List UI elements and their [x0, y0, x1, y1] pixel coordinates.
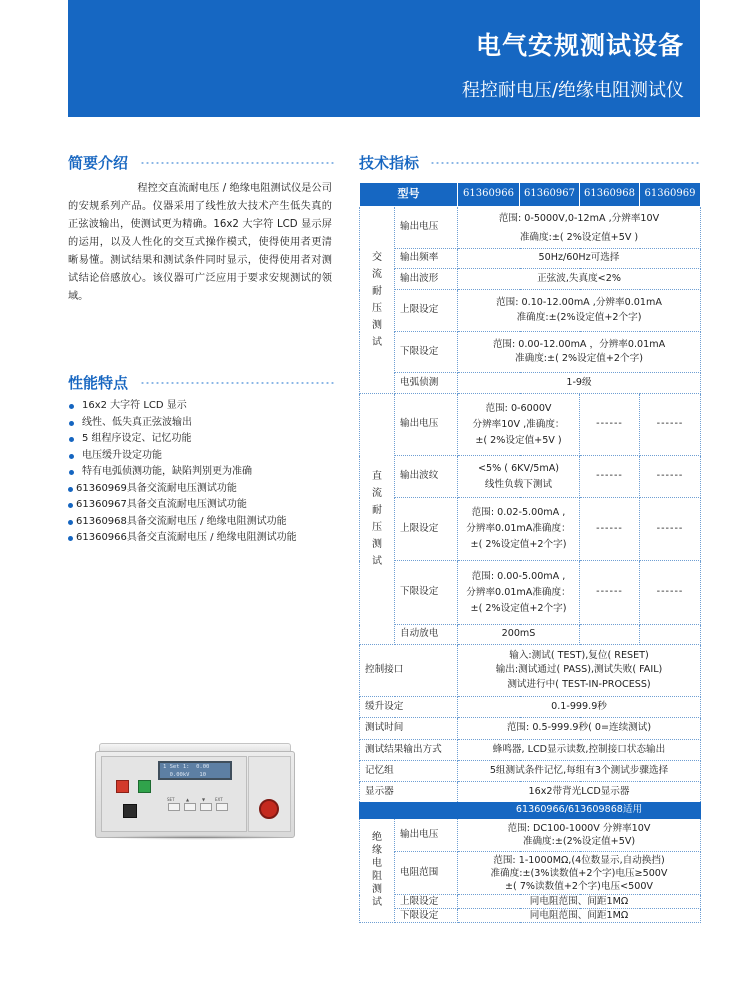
model-col: 61360969 [640, 183, 701, 207]
table-cell-line: 范围: 1-1000MΩ,(4位数显示,自动换挡) [493, 854, 665, 866]
table-cell-line: 准确度:±( 2%设定值+5V ) [519, 231, 639, 243]
ir-group-label [360, 819, 395, 923]
key-icon [168, 803, 180, 811]
table-row [360, 803, 701, 819]
table-row [360, 645, 701, 697]
table-cell [458, 852, 701, 895]
table-cell-line: 范围: 0.10-12.00mA ,分辨率0.01mA [496, 297, 662, 308]
model-col: 61360967 [520, 183, 580, 207]
list-item: 61360967具备交直流耐电压测试功能 [68, 497, 338, 514]
table-cell-line: 准确度:±( 2%设定值+2个字) [515, 353, 643, 364]
table-cell: 16x2带背光LCD显示器 [458, 782, 701, 803]
features-list [68, 398, 338, 547]
key-label: ▼ [202, 797, 206, 802]
key-icon [216, 803, 228, 811]
table-cell-line: 分辨率10V ,准确度： [472, 418, 565, 430]
table-cell: 200mS [458, 625, 580, 645]
table-cell-line: 范围: 0.02-5.00mA , [471, 507, 566, 518]
table-row [360, 269, 701, 290]
key-icon [184, 803, 196, 811]
table-cell-line: ±( 2%设定值+2个字) [470, 602, 567, 614]
table-cell: 同电阻范围、间距1MΩ [458, 909, 701, 923]
table-row [360, 782, 701, 803]
banner-subtitle: 程控耐电压/绝缘电阻测试仪 [461, 80, 684, 101]
table-row [360, 332, 701, 373]
table-row [360, 561, 701, 625]
banner-title: 电气安规测试设备 [475, 31, 684, 60]
table-cell-line: ±( 2%设定值+2个字) [470, 539, 567, 550]
list-item: 电压缓升设定功能 [68, 448, 338, 465]
not-applicable: ------ [656, 418, 684, 430]
row-label: 控制接口 [360, 645, 458, 697]
model-col: 61360968 [580, 183, 640, 207]
device-shadow [101, 835, 291, 840]
table-cell: 5组测试条件记忆,每组有3个测试步骤选择 [458, 761, 701, 782]
table-cell [640, 561, 701, 625]
table-row [360, 895, 701, 909]
table-row [360, 498, 701, 561]
table-cell [640, 394, 701, 456]
row-label: 上限设定 [395, 895, 458, 909]
reset-button-icon [116, 780, 129, 793]
table-cell [360, 803, 458, 819]
row-label: 输出波形 [395, 269, 458, 290]
table-cell: 1-9级 [458, 373, 701, 394]
table-cell: 同电阻范围、间距1MΩ [458, 895, 701, 909]
features-heading: 性能特点 [68, 374, 129, 392]
header-banner [68, 0, 700, 117]
row-label: 显示器 [360, 782, 458, 803]
row-label: 测试结果输出方式 [360, 740, 458, 761]
table-cell: 正弦波,失真度<2% [458, 269, 701, 290]
row-label: 输出波纹 [395, 456, 458, 498]
table-row [360, 740, 701, 761]
device-output-panel [248, 756, 291, 832]
not-applicable: ------ [656, 522, 684, 534]
row-label: 输出频率 [395, 249, 458, 269]
table-cell: 蜂鸣器, LCD显示读数,控制接口状态输出 [458, 740, 701, 761]
table-cell-line: 分辨率0.01mA准确度： [466, 586, 571, 598]
table-cell-line: ±( 7%读数值+2个字)电压<500V [504, 880, 653, 892]
table-cell: 0.1-999.9秒 [458, 697, 701, 718]
row-label: 下限设定 [395, 561, 458, 625]
key-icon [200, 803, 212, 811]
output-terminal-icon [259, 799, 279, 819]
list-item: 线性、低失真正弦波输出 [68, 415, 338, 432]
spec-heading: 技术指标 [359, 154, 420, 172]
table-cell [458, 290, 701, 332]
model-header: 型号 [360, 183, 458, 207]
table-cell-line: 准确度:±(2%设定值+5V) [522, 836, 636, 847]
features-heading-rule [140, 382, 335, 384]
table-cell-line: 范围: 0.00-12.00mA ，分辨率0.01mA [492, 338, 666, 350]
table-row [360, 207, 701, 249]
table-cell-line: 范围: 0-6000V [485, 402, 552, 414]
table-cell-line: 线性负载下测试 [484, 478, 553, 490]
row-label: 输出电压 [395, 819, 458, 852]
table-cell [580, 625, 640, 645]
lcd-line-1: 1 Set 1: 0.00 [163, 764, 210, 770]
key-label: EXT [215, 797, 223, 802]
table-cell-line: ±( 2%设定值+5V ) [475, 434, 562, 446]
table-cell [580, 456, 640, 498]
lcd-line-2: 0.00kV 10 [163, 772, 207, 778]
list-item: 61360968具备交流耐电压 / 绝缘电阻测试功能 [68, 514, 338, 531]
table-row [360, 852, 701, 895]
table-row [360, 625, 701, 645]
list-item: 5 组程序设定、记忆功能 [68, 431, 338, 448]
ac-group-text: 交流耐压测试 [372, 252, 382, 348]
table-cell-line: 范围: 0-5000V,0-12mA ,分辨率10V [498, 212, 660, 224]
table-row [360, 761, 701, 782]
device-lcd [158, 761, 232, 780]
ir-applicable-band: 61360966/613609868适用 [458, 803, 701, 819]
table-cell [458, 394, 580, 456]
intro-heading: 简要介绍 [68, 154, 129, 172]
table-cell [640, 456, 701, 498]
row-label: 输出电压 [395, 207, 458, 249]
table-row [360, 373, 701, 394]
row-label: 上限设定 [395, 498, 458, 561]
not-applicable: ------ [596, 418, 623, 430]
spec-table [359, 182, 701, 923]
table-row [360, 456, 701, 498]
not-applicable: ------ [656, 470, 684, 482]
list-item: 16x2 大字符 LCD 显示 [68, 398, 338, 415]
list-item: 特有电弧侦测功能，缺陷判别更为准确 [68, 464, 338, 481]
row-label: 上限设定 [395, 290, 458, 332]
table-cell [458, 456, 580, 498]
list-item: 61360966具备交直流耐电压 / 绝缘电阻测试功能 [68, 530, 338, 547]
row-label: 下限设定 [395, 909, 458, 923]
table-cell [580, 394, 640, 456]
spec-heading-rule [430, 162, 700, 164]
ac-output-voltage [458, 207, 701, 249]
table-cell: 50Hz/60Hz可选择 [458, 249, 701, 269]
device-photo [95, 743, 295, 839]
table-cell [640, 625, 701, 645]
not-applicable: ------ [596, 522, 623, 534]
table-cell-line: 输入:测试( TEST),复位( RESET) [509, 649, 649, 661]
not-applicable: ------ [596, 586, 623, 598]
table-cell-line: 准确度:±(3%读数值+2个字)电压≥500V [490, 867, 668, 879]
key-label: ▲ [186, 797, 190, 802]
table-cell [458, 498, 580, 561]
power-switch-icon [123, 804, 137, 818]
table-cell-line: <5% ( 6KV/5mA) [477, 462, 560, 474]
row-label: 电阻范围 [395, 852, 458, 895]
table-cell [458, 645, 701, 697]
table-cell [580, 561, 640, 625]
table-cell-line: 范围: 0.00-5.00mA , [471, 570, 566, 582]
table-cell [580, 498, 640, 561]
row-label: 自动放电 [395, 625, 458, 645]
table-cell [458, 332, 701, 373]
table-cell-line: 范围: DC100-1000V 分辨率10V [507, 823, 651, 834]
row-label: 下限设定 [395, 332, 458, 373]
row-label: 输出电压 [395, 394, 458, 456]
row-label: 缓升设定 [360, 697, 458, 718]
test-button-icon [138, 780, 151, 793]
dc-group-label [360, 394, 395, 645]
not-applicable: ------ [656, 586, 684, 598]
table-cell-line: 分辨率0.01mA准确度： [466, 523, 571, 534]
table-row [360, 249, 701, 269]
table-row [360, 909, 701, 923]
table-cell-line: 测试进行中( TEST-IN-PROCESS) [507, 678, 651, 690]
table-cell-line: 输出:测试通过( PASS),测试失败( FAIL) [495, 664, 663, 676]
model-col: 61360966 [458, 183, 520, 207]
table-header-row [360, 183, 701, 207]
table-cell [458, 561, 580, 625]
ac-group-label [360, 207, 395, 394]
row-label: 电弧侦测 [395, 373, 458, 394]
key-label: SET [167, 797, 175, 802]
ir-group-text: 绝缘电阻测试 [372, 831, 382, 908]
row-label: 记忆组 [360, 761, 458, 782]
dc-group-text: 直流耐压测试 [372, 471, 382, 567]
not-applicable: ------ [596, 470, 623, 482]
intro-heading-rule [140, 162, 335, 164]
table-row [360, 718, 701, 740]
table-cell [640, 498, 701, 561]
row-label: 测试时间 [360, 718, 458, 740]
list-item: 61360969具备交流耐电压测试功能 [68, 481, 338, 498]
table-cell [458, 819, 701, 852]
table-row [360, 394, 701, 456]
table-cell-line: 准确度:±(2%设定值+2个字) [516, 311, 642, 323]
table-row [360, 819, 701, 852]
table-row [360, 290, 701, 332]
intro-text: 程控交直流耐电压 / 绝缘电阻测试仪是公司的安规系列产品。仪器采用了线性放大技术产生低失真的正弦波输出，使测试更为精确。16x2 大字符 LCD 显示屏的运用，以及人性化的交互式操作模式，使得使用者更清晰易懂。测试结果和测试条件同时显示，使得使用者对测试结论倍感放心。该仪器可广泛应用于要求安规测试的领域。 [68, 183, 332, 302]
table-cell: 范围: 0.5-999.9秒( 0=连续测试) [458, 718, 701, 740]
table-row [360, 697, 701, 718]
